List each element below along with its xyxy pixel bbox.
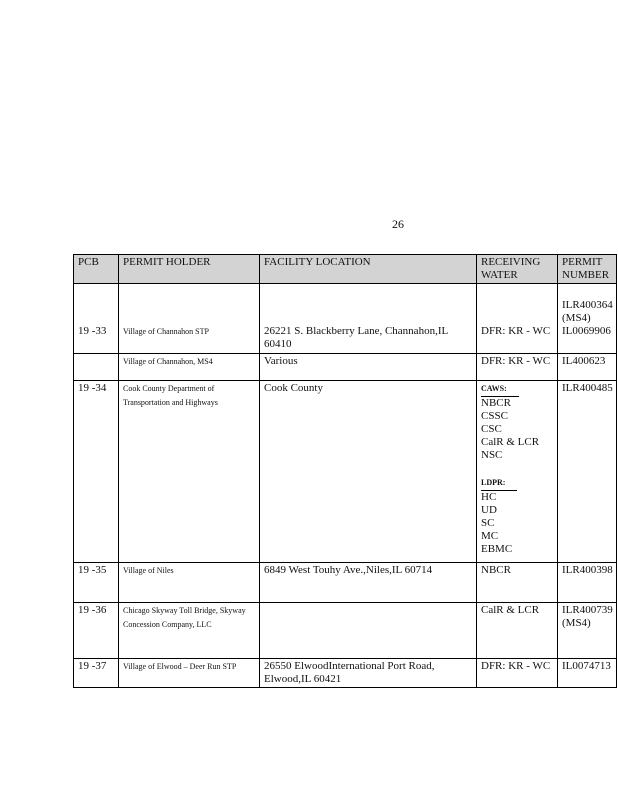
list-item: HC: [481, 491, 497, 503]
header-facility-location: FACILITY LOCATION: [260, 255, 477, 284]
cell-receiving-water: NBCR: [477, 563, 558, 603]
table-row: [74, 603, 617, 659]
cell-permit-number: IL0069906: [562, 325, 611, 337]
cell-receiving-water: DFR: KR - WC: [481, 325, 551, 337]
cell-pcb: 19 -36: [74, 603, 119, 659]
cell-facility-location: Various: [260, 354, 477, 381]
cell-pcb: 19 -33: [78, 325, 107, 337]
table-row: [74, 563, 617, 603]
cell-receiving-water: CalR & LCR: [477, 603, 558, 659]
header-permit-number: PERMIT NUMBER: [558, 255, 617, 284]
water-group-heading: LDPR:: [481, 476, 517, 491]
water-group-heading: CAWS:: [481, 382, 519, 397]
table-row: [74, 659, 617, 688]
cell-pcb: 19 -37: [74, 659, 119, 688]
header-permit-holder: PERMIT HOLDER: [119, 255, 260, 284]
permit-table: [73, 254, 617, 688]
cell-facility-location: 26550 ElwoodInternational Port Road, Elwood,IL 60421: [260, 659, 477, 688]
cell-permit-number-prior: ILR400364 (MS4): [562, 299, 613, 324]
cell-permit-number: ILR400485: [558, 381, 617, 563]
cell-pcb: 19 -35: [74, 563, 119, 603]
cell-receiving-water: DFR: KR - WC: [477, 354, 558, 381]
cell-permit-number: ILR400739 (MS4): [558, 603, 617, 659]
table-row: [74, 284, 617, 354]
list-item: NSC: [481, 449, 503, 461]
cell-facility-location: Cook County: [260, 381, 477, 563]
cell-permit-holder: Village of Channahon, MS4: [119, 354, 260, 381]
list-item: CalR & LCR: [481, 436, 540, 448]
list-item: EBMC: [481, 543, 513, 555]
cell-permit-holder: Village of Elwood – Deer Run STP: [119, 659, 260, 688]
table-row: [74, 381, 617, 563]
list-item: CSSC: [481, 410, 508, 422]
table-row: [74, 354, 617, 381]
cell-facility-location: 26221 S. Blackberry Lane, Channahon,IL 60410: [264, 325, 448, 350]
header-receiving-water: RECEIVING WATER: [477, 255, 558, 284]
cell-pcb: [74, 354, 119, 381]
list-item: SC: [481, 517, 495, 529]
list-item: MC: [481, 530, 499, 542]
cell-permit-number: IL400623: [558, 354, 617, 381]
cell-permit-number: ILR400398: [558, 563, 617, 603]
table-header-row: [74, 255, 617, 284]
cell-pcb: 19 -34: [74, 381, 119, 563]
cell-receiving-water-list: [477, 381, 558, 563]
cell-permit-holder: Chicago Skyway Toll Bridge, Skyway Concession Company, LLC: [119, 603, 260, 659]
list-item: CSC: [481, 423, 502, 435]
header-pcb: PCB: [74, 255, 119, 284]
cell-permit-holder: Village of Niles: [119, 563, 260, 603]
cell-facility-location: [260, 603, 477, 659]
cell-facility-location: 6849 West Touhy Ave.,Niles,IL 60714: [260, 563, 477, 603]
cell-permit-holder: Village of Channahon STP: [123, 327, 209, 336]
cell-receiving-water: DFR: KR - WC: [477, 659, 558, 688]
page-number: 26: [392, 217, 404, 231]
list-item: NBCR: [481, 397, 511, 409]
cell-permit-number: IL0074713: [558, 659, 617, 688]
list-item: UD: [481, 504, 497, 516]
cell-permit-holder: Cook County Department of Transportation and Highways: [119, 381, 260, 563]
